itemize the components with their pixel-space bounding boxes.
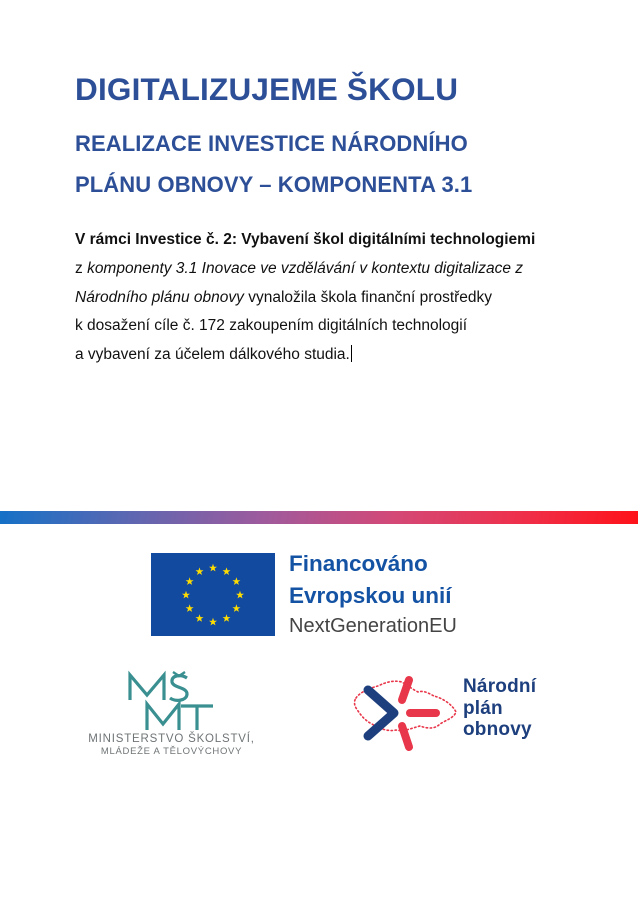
- eu-text-line-2: Evropskou unií: [289, 583, 452, 608]
- body-line-2: [75, 255, 595, 284]
- msmt-name-line-1: MINISTERSTVO ŠKOLSTVÍ,: [88, 733, 255, 745]
- msmt-name-line-2: MLÁDEŽE A TĚLOVÝCHOVY: [100, 746, 243, 757]
- body-line-1: V rámci Investice č. 2: Vybavení škol digitálními technologiemi: [75, 231, 536, 248]
- gradient-divider: [0, 511, 638, 524]
- eu-text-line-3: NextGenerationEU: [289, 615, 457, 637]
- subtitle-line-1: REALIZACE INVESTICE NÁRODNÍHO: [75, 131, 468, 156]
- npo-text-line-3: obnovy: [463, 719, 532, 740]
- msmt-name: [84, 733, 259, 758]
- eu-text-line-1: Financováno: [289, 551, 428, 576]
- msmt-logo-icon: [125, 670, 217, 732]
- body-italic-span: komponenty 3.1 Inovace ve vzdělávání v kontextu digitalizace z: [87, 259, 524, 277]
- body-paragraph[interactable]: [75, 226, 595, 370]
- body-italic-span: Národního plánu obnovy: [75, 288, 244, 306]
- page-title: DIGITALIZUJEME ŠKOLU: [75, 71, 459, 107]
- npo-text-line-1: Národní: [463, 676, 537, 697]
- body-text-span: vynaložila škola finanční prostředky: [243, 288, 493, 306]
- eu-funding-text: [289, 548, 457, 640]
- body-line-4: k dosažení cíle č. 172 zakoupením digitálních technologií: [75, 317, 468, 335]
- subtitle-line-2: PLÁNU OBNOVY – KOMPONENTA 3.1: [75, 172, 473, 197]
- body-text-span: z: [75, 259, 88, 277]
- npo-text-line-2: plán: [463, 697, 503, 719]
- eu-flag-icon: [151, 553, 275, 636]
- npo-text: [463, 676, 536, 741]
- body-line-3: [75, 284, 595, 313]
- body-line-5: [75, 341, 595, 370]
- body-text-span: a vybavení za účelem dálkového studia.: [75, 346, 350, 364]
- text-cursor: [351, 345, 352, 362]
- npo-logo-icon: [348, 668, 460, 756]
